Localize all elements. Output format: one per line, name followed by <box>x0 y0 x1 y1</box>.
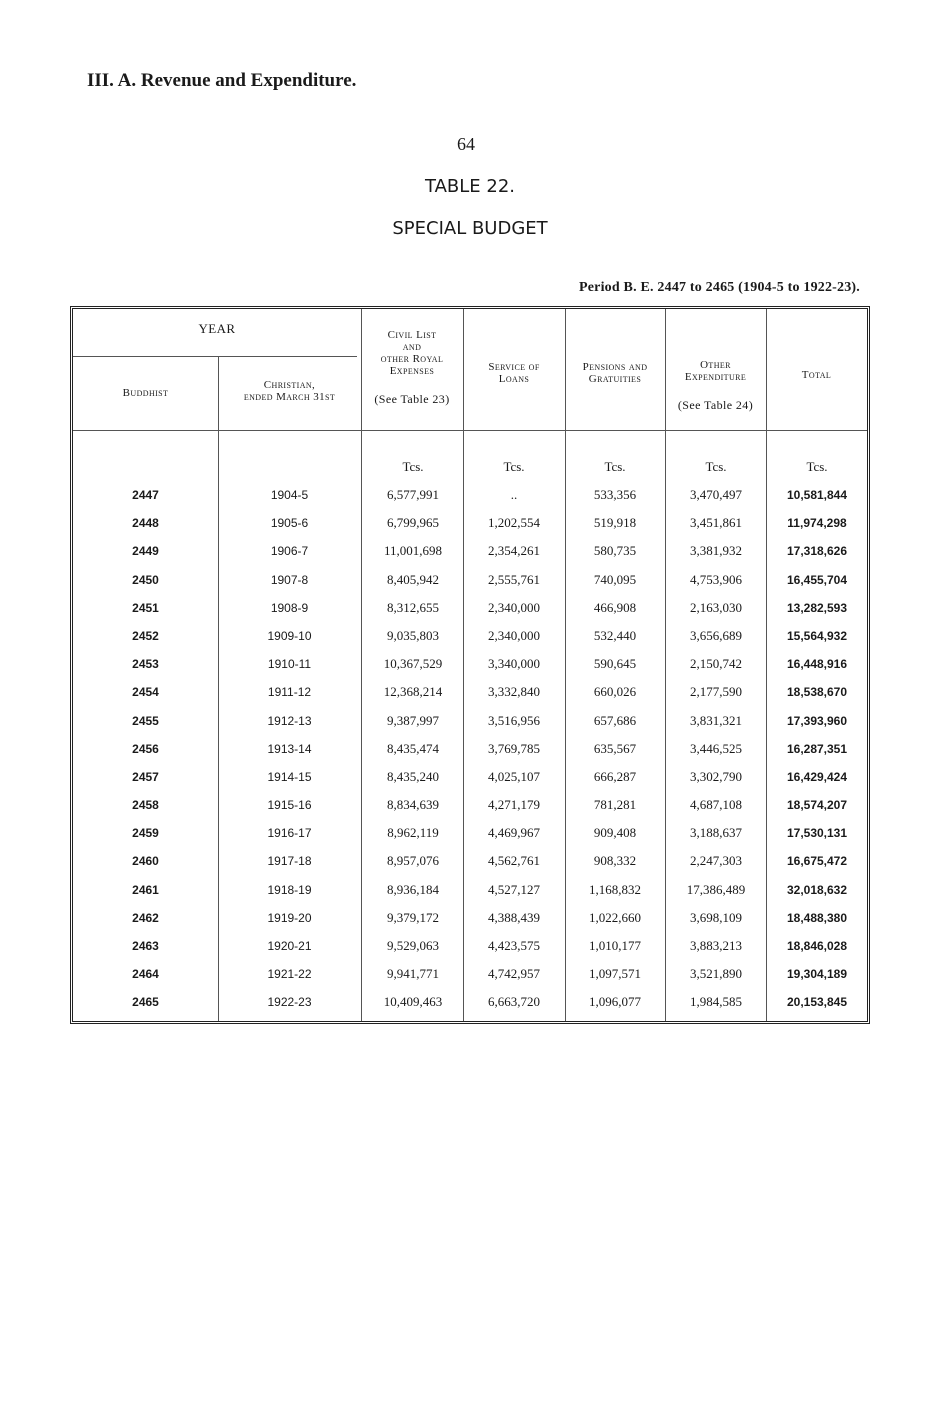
cell-pensions: 1,168,832 <box>589 881 641 897</box>
cell-other: 3,521,890 <box>690 966 742 982</box>
header-year: YEAR <box>198 321 236 336</box>
cell-service: 4,025,107 <box>488 768 540 784</box>
cell-total: 10,581,844 <box>786 488 848 502</box>
cell-christian: 1905-6 <box>270 516 309 531</box>
budget-table <box>70 306 870 1024</box>
cell-total: 18,488,380 <box>786 910 848 925</box>
cell-buddhist: 2459 <box>132 826 159 841</box>
cell-christian: 1904-5 <box>270 488 309 502</box>
cell-buddhist: 2465 <box>132 995 159 1010</box>
cell-pensions: 1,022,660 <box>589 909 641 925</box>
cell-christian: 1916-17 <box>267 826 312 841</box>
cell-other: 3,656,689 <box>690 627 742 643</box>
cell-civil: 8,962,119 <box>387 825 439 841</box>
cell-civil: 8,435,474 <box>387 740 439 756</box>
cell-civil: 9,941,771 <box>387 966 439 982</box>
cell-other: 3,381,932 <box>690 543 742 559</box>
cell-service: 4,469,967 <box>488 825 540 841</box>
table-row <box>73 932 867 960</box>
cell-other: 3,470,497 <box>690 487 742 502</box>
cell-civil: 8,936,184 <box>387 881 439 897</box>
cell-christian: 1910-11 <box>267 657 312 672</box>
cell-service: 3,516,956 <box>488 712 540 728</box>
cell-buddhist: 2461 <box>132 882 159 897</box>
cell-pensions: 781,281 <box>593 797 637 813</box>
cell-other: 3,451,861 <box>690 515 742 531</box>
section-heading: III. A. Revenue and Expenditure. <box>87 70 357 91</box>
cell-civil: 12,368,214 <box>383 684 443 700</box>
cell-other: 3,831,321 <box>690 712 742 728</box>
cell-pensions: 635,567 <box>593 740 637 756</box>
cell-other: 17,386,489 <box>686 881 746 897</box>
cell-buddhist: 2462 <box>132 910 159 925</box>
table-row <box>73 509 867 537</box>
cell-christian: 1908-9 <box>270 600 309 615</box>
cell-pensions: 466,908 <box>593 599 637 615</box>
cell-christian: 1912-13 <box>267 713 312 728</box>
cell-other: 3,188,637 <box>690 825 742 841</box>
cell-service: 2,340,000 <box>488 627 540 643</box>
cell-total: 11,974,298 <box>787 516 847 531</box>
cell-civil: 8,834,639 <box>387 797 439 813</box>
table-row <box>73 678 867 706</box>
cell-service: 6,663,720 <box>488 994 540 1010</box>
header-divider <box>73 430 867 431</box>
cell-christian: 1913-14 <box>267 741 312 756</box>
cell-buddhist: 2457 <box>132 769 159 784</box>
cell-total: 19,304,189 <box>786 967 848 982</box>
cell-civil: 8,435,240 <box>387 768 439 784</box>
cell-pensions: 532,440 <box>593 627 637 643</box>
cell-service: 3,769,785 <box>488 740 540 756</box>
cell-christian: 1921-22 <box>267 967 312 982</box>
cell-total: 13,282,593 <box>786 600 848 615</box>
cell-total: 18,574,207 <box>786 798 848 813</box>
budget-title: SPECIAL BUDGET <box>392 218 548 239</box>
cell-service: 4,742,957 <box>488 966 540 982</box>
cell-total: 16,675,472 <box>786 854 848 869</box>
cell-other: 3,446,525 <box>690 740 742 756</box>
cell-service: 2,354,261 <box>488 543 540 559</box>
cell-buddhist: 2450 <box>132 572 159 587</box>
cell-total: 32,018,632 <box>786 882 848 897</box>
cell-pensions: 1,097,571 <box>589 966 641 982</box>
cell-service: 2,340,000 <box>488 599 540 615</box>
unit-service: Tcs. <box>503 459 525 474</box>
cell-service: 3,340,000 <box>488 656 540 672</box>
cell-civil: 8,957,076 <box>387 853 439 869</box>
table-row <box>73 707 867 735</box>
cell-christian: 1918-19 <box>267 882 312 897</box>
cell-pensions: 580,735 <box>593 543 637 559</box>
cell-other: 2,150,742 <box>690 656 742 672</box>
cell-buddhist: 2451 <box>132 600 159 615</box>
cell-total: 16,455,704 <box>786 572 848 587</box>
header-total: Total <box>801 369 832 381</box>
cell-buddhist: 2463 <box>132 939 159 953</box>
table-row <box>73 791 867 819</box>
cell-pensions: 909,408 <box>593 825 637 841</box>
cell-other: 2,247,303 <box>690 853 742 869</box>
table-body <box>73 481 867 1017</box>
cell-buddhist: 2456 <box>132 741 159 756</box>
cell-civil: 10,367,529 <box>383 656 443 672</box>
cell-service: 4,423,575 <box>488 938 540 953</box>
cell-civil: 8,405,942 <box>387 571 439 587</box>
cell-buddhist: 2464 <box>132 967 159 982</box>
cell-buddhist: 2448 <box>132 516 159 531</box>
cell-pensions: 740,095 <box>593 571 637 587</box>
cell-service: 2,555,761 <box>488 571 540 587</box>
table-row <box>73 566 867 594</box>
cell-christian: 1909-10 <box>267 628 312 643</box>
cell-pensions: 908,332 <box>593 853 637 869</box>
cell-christian: 1915-16 <box>267 798 312 813</box>
cell-total: 17,530,131 <box>786 826 848 841</box>
table-row <box>73 650 867 678</box>
cell-civil: 9,387,997 <box>387 712 439 728</box>
table-row <box>73 735 867 763</box>
cell-christian: 1906-7 <box>270 544 309 559</box>
cell-buddhist: 2452 <box>132 628 159 643</box>
cell-christian: 1920-21 <box>267 939 312 953</box>
table-row <box>73 537 867 565</box>
unit-pensions: Tcs. <box>604 459 626 474</box>
cell-pensions: 657,686 <box>593 712 637 728</box>
table-row <box>73 763 867 791</box>
header-civil-list: Civil List and other Royal Expenses (See Table 23) <box>374 329 450 406</box>
cell-other: 2,163,030 <box>690 599 742 615</box>
cell-total: 18,846,028 <box>786 939 848 953</box>
cell-civil: 11,001,698 <box>383 543 443 559</box>
table-row <box>73 481 867 509</box>
cell-civil: 10,409,463 <box>383 994 443 1010</box>
cell-service: 1,202,554 <box>488 515 540 531</box>
cell-total: 15,564,932 <box>786 628 848 643</box>
cell-buddhist: 2455 <box>132 713 159 728</box>
unit-other: Tcs. <box>705 459 727 474</box>
header-buddhist: Buddhist <box>122 387 169 399</box>
cell-other: 4,687,108 <box>690 797 742 813</box>
cell-total: 17,318,626 <box>786 544 848 559</box>
cell-total: 18,538,670 <box>786 685 848 700</box>
table-row <box>73 594 867 622</box>
unit-civil: Tcs. <box>402 459 424 474</box>
header-other-expenditure: Other Expenditure (See Table 24) <box>677 359 754 412</box>
cell-total: 16,287,351 <box>786 741 848 756</box>
cell-service: 4,388,439 <box>488 909 540 925</box>
table-title: TABLE 22. <box>424 176 515 197</box>
cell-civil: 9,379,172 <box>387 909 439 925</box>
cell-pensions: 666,287 <box>593 768 637 784</box>
cell-pensions: 1,096,077 <box>589 994 641 1010</box>
cell-christian: 1919-20 <box>267 910 312 925</box>
cell-other: 1,984,585 <box>690 994 742 1010</box>
cell-other: 3,302,790 <box>690 768 742 784</box>
page-number: 64 <box>457 134 475 154</box>
cell-buddhist: 2449 <box>132 544 159 559</box>
cell-service: 4,562,761 <box>488 853 540 869</box>
table-row <box>73 876 867 904</box>
cell-other: 3,883,213 <box>690 938 742 953</box>
table-row <box>73 988 867 1016</box>
cell-christian: 1907-8 <box>270 572 309 587</box>
cell-civil: 8,312,655 <box>387 599 439 615</box>
cell-christian: 1917-18 <box>267 854 312 869</box>
cell-pensions: 533,356 <box>593 487 637 502</box>
cell-pensions: 519,918 <box>593 515 637 531</box>
cell-civil: 9,035,803 <box>387 627 439 643</box>
cell-civil: 9,529,063 <box>387 938 439 953</box>
table-row <box>73 819 867 847</box>
cell-total: 20,153,845 <box>786 995 848 1010</box>
unit-total: Tcs. <box>806 459 828 474</box>
period-caption: Period B. E. 2447 to 2465 (1904-5 to 1922-23). <box>578 280 860 295</box>
cell-other: 2,177,590 <box>690 684 742 700</box>
cell-christian: 1911-12 <box>267 685 312 700</box>
cell-service: 4,271,179 <box>488 797 540 813</box>
cell-buddhist: 2454 <box>132 685 159 700</box>
cell-total: 16,429,424 <box>786 769 848 784</box>
header-pensions: Pensions and Gratuities <box>582 361 648 385</box>
cell-service: .. <box>510 487 518 502</box>
year-underline <box>73 356 357 357</box>
cell-buddhist: 2460 <box>132 854 159 869</box>
cell-civil: 6,799,965 <box>387 515 439 531</box>
cell-service: 4,527,127 <box>488 881 540 897</box>
table-row <box>73 904 867 932</box>
table-row <box>73 847 867 875</box>
cell-other: 4,753,906 <box>690 571 742 587</box>
cell-other: 3,698,109 <box>690 909 742 925</box>
cell-civil: 6,577,991 <box>387 487 439 502</box>
header-christian: Christian, ended March 31st <box>243 379 336 403</box>
table-row <box>73 960 867 988</box>
cell-total: 16,448,916 <box>786 657 848 672</box>
cell-service: 3,332,840 <box>488 684 540 700</box>
cell-christian: 1914-15 <box>267 769 312 784</box>
cell-buddhist: 2458 <box>132 798 159 813</box>
cell-pensions: 660,026 <box>593 684 637 700</box>
cell-buddhist: 2453 <box>132 657 159 672</box>
cell-buddhist: 2447 <box>132 488 159 502</box>
cell-pensions: 1,010,177 <box>589 938 641 953</box>
cell-total: 17,393,960 <box>786 713 848 728</box>
cell-christian: 1922-23 <box>267 995 312 1010</box>
table-row <box>73 622 867 650</box>
cell-pensions: 590,645 <box>593 656 637 672</box>
header-service-of-loans: Service of Loans <box>488 361 540 385</box>
